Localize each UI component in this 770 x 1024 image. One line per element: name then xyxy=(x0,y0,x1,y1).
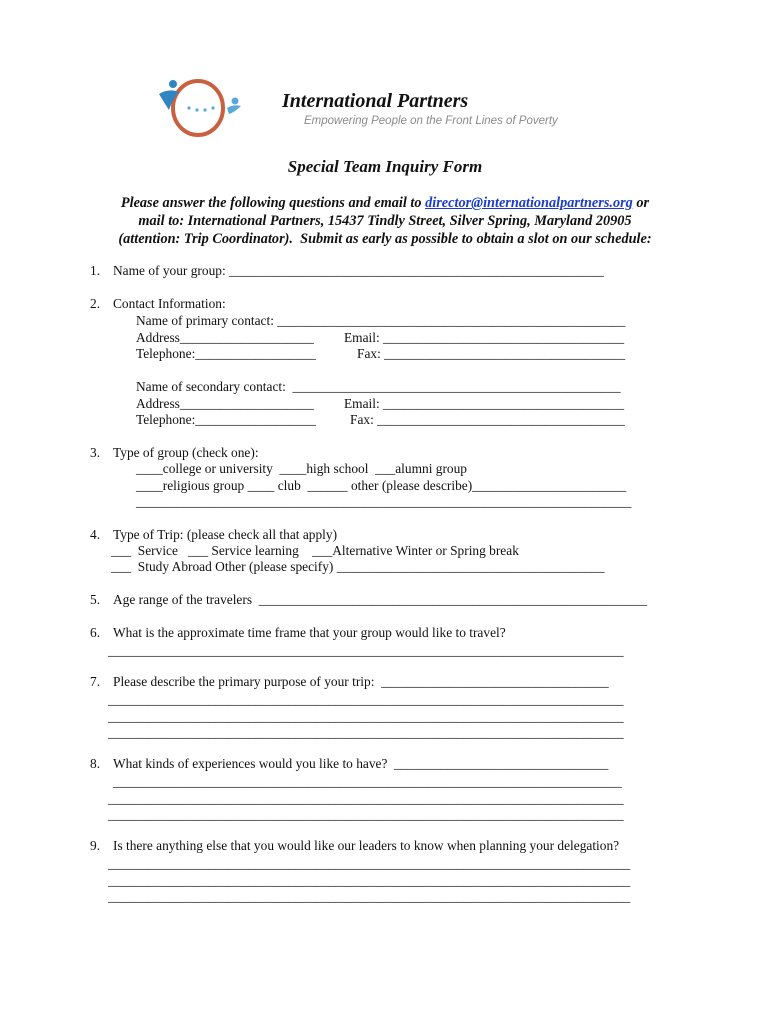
answer-line[interactable]: _____________________________________________________________________________ xyxy=(108,791,624,806)
question-number: 8. xyxy=(90,756,101,771)
answer-line[interactable]: _____________________________________________________________________________ xyxy=(108,692,624,707)
question-number: 7. xyxy=(90,674,101,689)
age-range-field[interactable]: Age range of the travelers __________________________________________________________ xyxy=(113,592,648,607)
group-type-describe-field[interactable]: __________________________________________________________________________ xyxy=(136,494,632,509)
group-type-options[interactable]: ____religious group ____ club ______ other (please describe)_______________________ xyxy=(136,478,627,493)
email-link[interactable]: director@internationalpartners.org xyxy=(425,195,633,211)
question-number: 2. xyxy=(90,296,101,311)
secondary-fax-field[interactable]: Fax: _____________________________________ xyxy=(350,412,625,427)
secondary-contact-field[interactable]: Name of secondary contact: _________________________________________________ xyxy=(136,379,621,394)
answer-line[interactable]: ______________________________________________________________________________ xyxy=(108,889,631,904)
q8-question[interactable]: What kinds of experiences would you like to have? ________________________________ xyxy=(113,756,609,771)
logo-figure-head-right xyxy=(232,98,239,105)
question-number: 6. xyxy=(90,625,101,640)
question-number: 9. xyxy=(90,838,101,853)
q1-group-name-field[interactable]: Name of your group: ________________________________________________________ xyxy=(113,263,604,278)
group-type-options[interactable]: ____college or university ____high school ___alumni group xyxy=(136,461,467,476)
logo-dot xyxy=(211,106,214,109)
question-number: 4. xyxy=(90,527,101,542)
q9-question: Is there anything else that you would like our leaders to know when planning your delegation? xyxy=(113,838,620,853)
logo-dot xyxy=(195,108,198,111)
trip-type-options[interactable]: ___ Service ___ Service learning ___Alternative Winter or Spring break xyxy=(111,543,519,558)
answer-line[interactable]: _____________________________________________________________________________ xyxy=(108,643,624,658)
q2-title: Contact Information: xyxy=(113,296,226,311)
answer-line[interactable]: ____________________________________________________________________________ xyxy=(113,774,622,789)
q4-title: Type of Trip: (please check all that apply) xyxy=(113,527,338,542)
answer-line[interactable]: _____________________________________________________________________________ xyxy=(108,807,624,822)
logo-dot xyxy=(187,106,190,109)
answer-line[interactable]: ______________________________________________________________________________ xyxy=(108,873,631,888)
question-number: 3. xyxy=(90,445,101,460)
primary-address-field[interactable]: Address____________________ xyxy=(136,330,314,345)
logo-ring xyxy=(173,81,223,135)
answer-line[interactable]: _____________________________________________________________________________ xyxy=(108,725,624,740)
intro-line-1 xyxy=(0,195,770,212)
primary-email-field[interactable]: Email: ____________________________________ xyxy=(344,330,625,345)
secondary-telephone-field[interactable]: Telephone:__________________ xyxy=(136,412,316,427)
logo-dot xyxy=(203,108,206,111)
intro-text: or xyxy=(632,195,650,211)
logo-figure-head xyxy=(169,80,177,88)
intro-text: Please answer the following questions and email to xyxy=(120,195,426,211)
primary-contact-field[interactable]: Name of primary contact: ____________________________________________________ xyxy=(136,313,626,328)
form-title: Special Team Inquiry Form xyxy=(287,157,483,176)
intro-line-2: mail to: International Partners, 15437 Tindly Street, Silver Spring, Maryland 20905 xyxy=(138,213,632,229)
tagline: Empowering People on the Front Lines of Poverty xyxy=(304,115,558,127)
secondary-email-field[interactable]: Email: ____________________________________ xyxy=(344,396,625,411)
primary-fax-field[interactable]: Fax: ____________________________________ xyxy=(357,346,626,361)
primary-telephone-field[interactable]: Telephone:__________________ xyxy=(136,346,316,361)
org-name: International Partners xyxy=(282,90,469,112)
trip-type-options[interactable]: ___ Study Abroad Other (please specify) ________________________________________ xyxy=(111,559,605,574)
answer-line[interactable]: ______________________________________________________________________________ xyxy=(108,856,631,871)
q3-title: Type of group (check one): xyxy=(113,445,259,460)
question-number: 1. xyxy=(90,263,101,278)
logo-figure-body-right xyxy=(227,105,241,114)
intro-line-3: (attention: Trip Coordinator). Submit as early as possible to obtain a slot on our schedule: xyxy=(118,231,652,247)
q6-question: What is the approximate time frame that your group would like to travel? xyxy=(113,625,506,640)
secondary-address-field[interactable]: Address____________________ xyxy=(136,396,314,411)
question-number: 5. xyxy=(90,592,101,607)
organization-logo xyxy=(155,76,245,138)
q7-question[interactable]: Please describe the primary purpose of your trip: __________________________________ xyxy=(113,674,609,689)
answer-line[interactable]: _____________________________________________________________________________ xyxy=(108,709,624,724)
